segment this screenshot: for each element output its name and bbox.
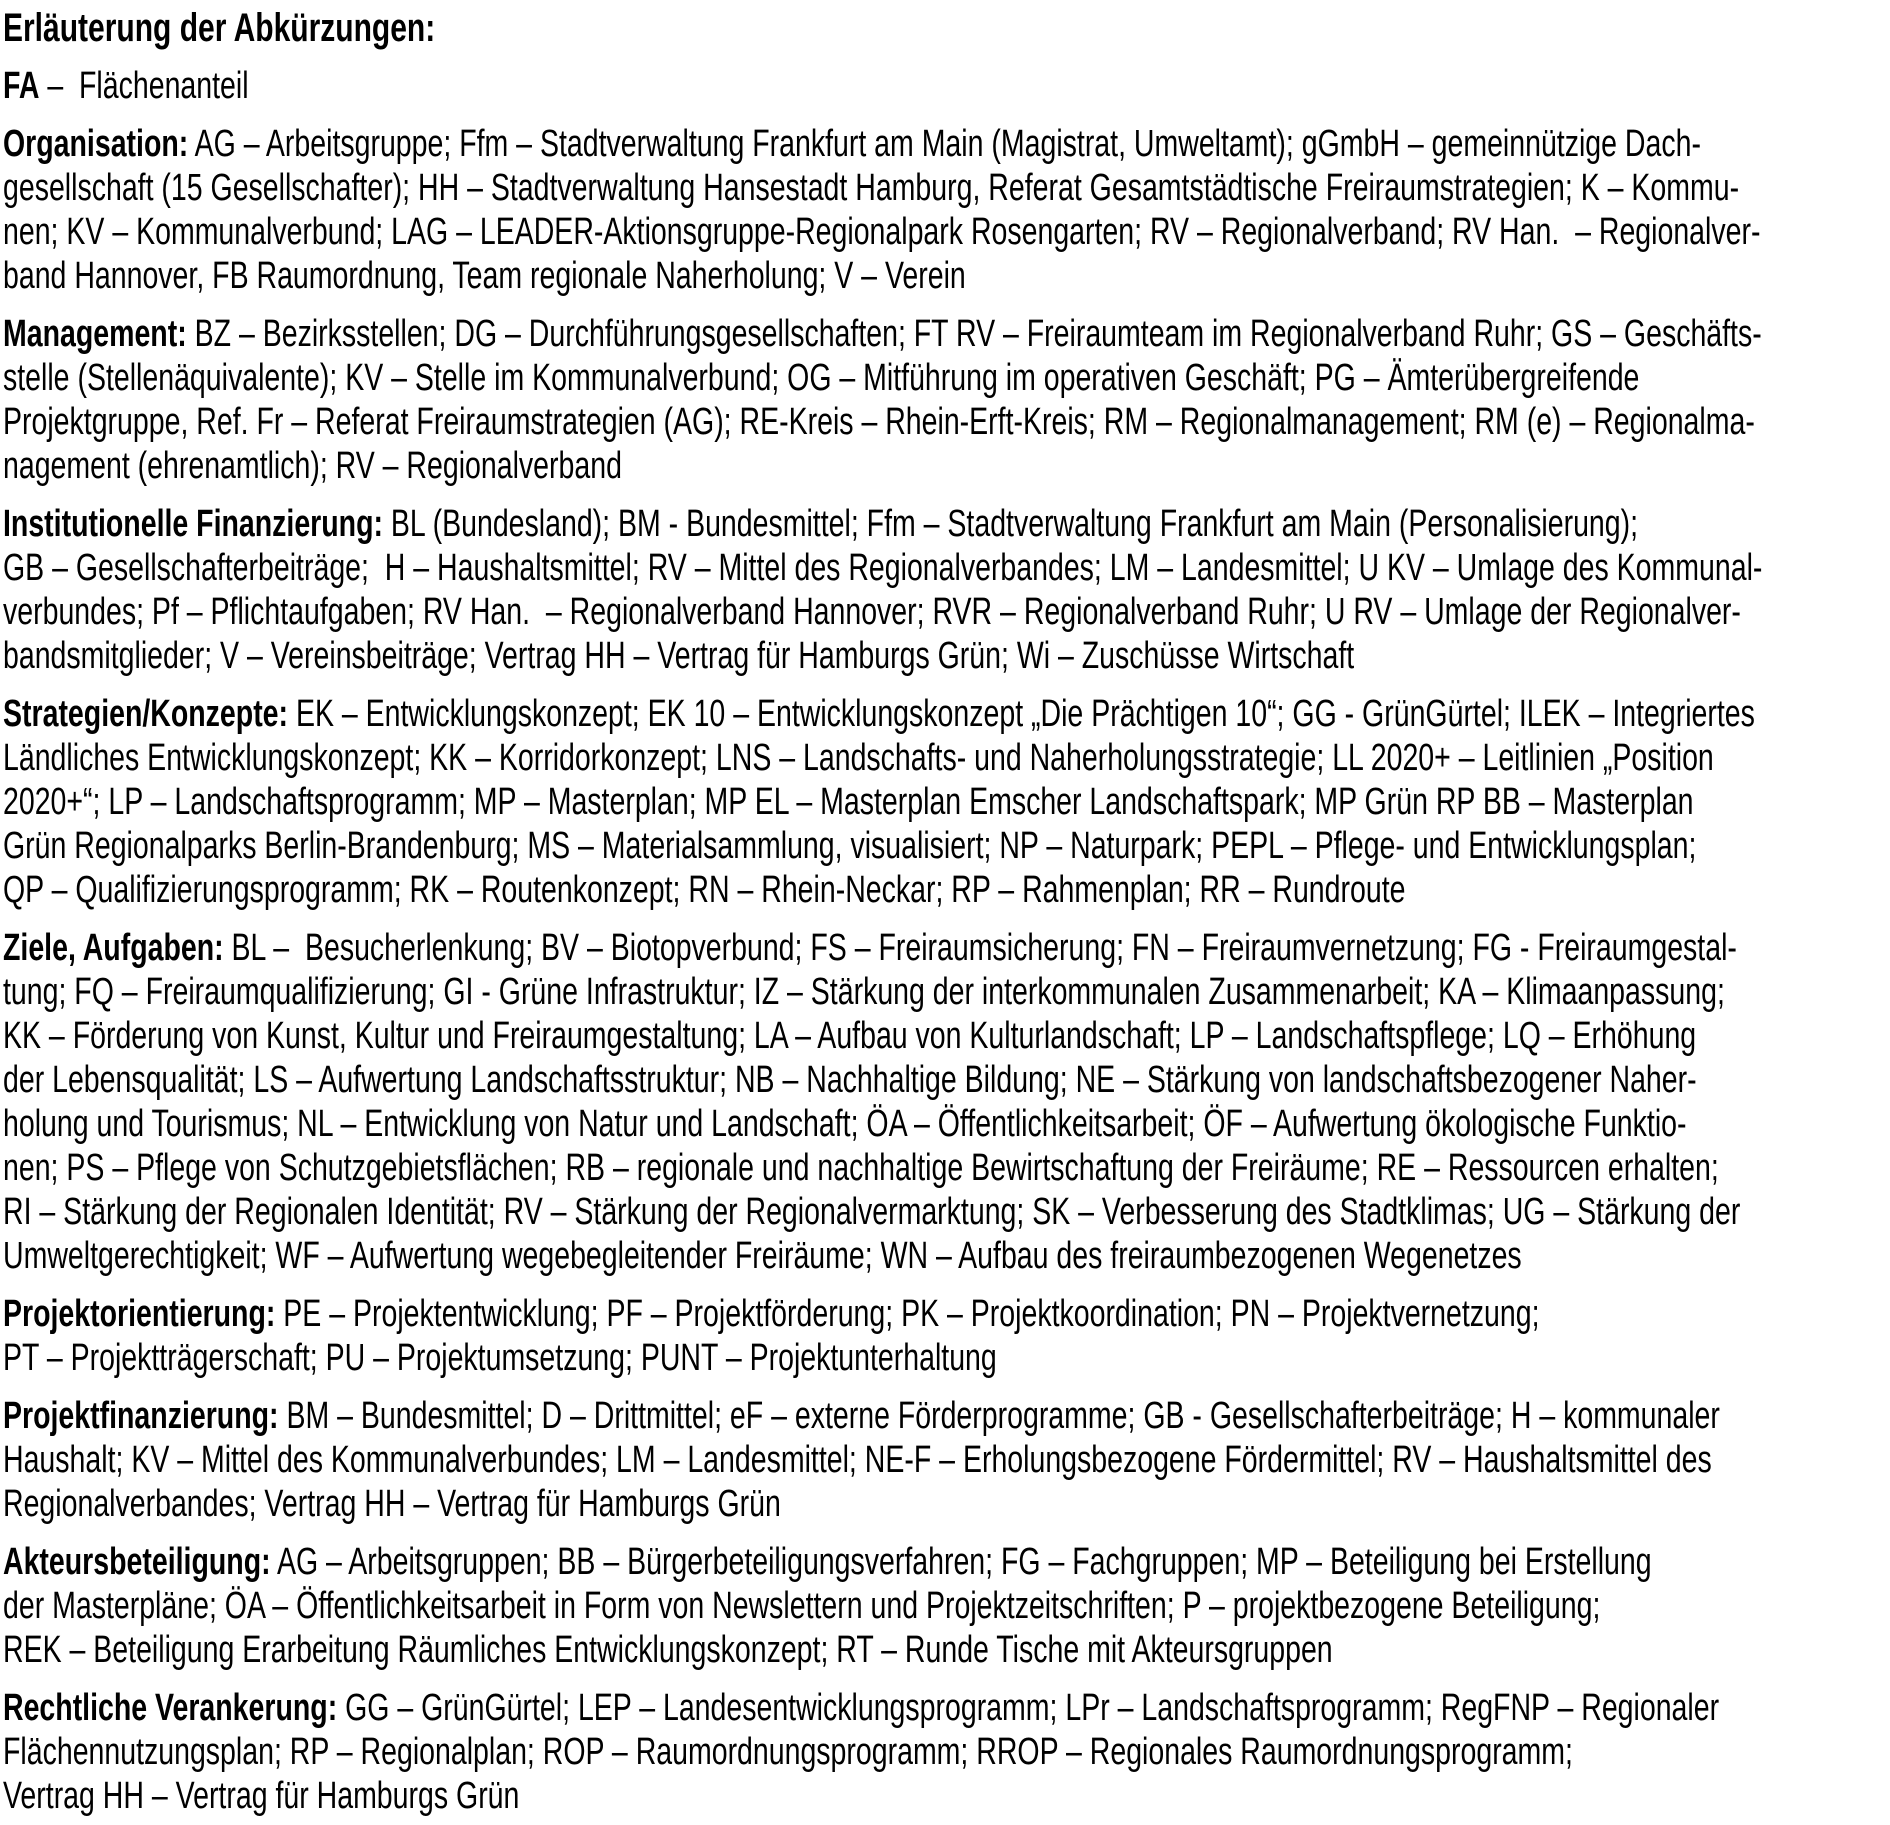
paragraph-label: Strategien/Konzepte: xyxy=(3,693,289,735)
paragraph-line: AG – Arbeitsgruppe; Ffm – Stadtverwaltung Frankfurt am Main (Magistrat, Umweltamt); gGmbH – gemeinnützige Dach- xyxy=(188,123,1701,165)
paragraph-line: der Lebensqualität; LS – Aufwertung Landschaftsstruktur; NB – Nachhaltige Bildung; NE – Stärkung von landschaftsbezogener Naher- xyxy=(3,1059,1697,1101)
abbreviation-paragraph xyxy=(3,122,1890,298)
paragraph-label: FA xyxy=(3,65,40,107)
paragraph-label: Management: xyxy=(3,313,187,355)
abbreviation-paragraph xyxy=(3,1292,1890,1380)
paragraph-line: 2020+“; LP – Landschaftsprogramm; MP – Masterplan; MP EL – Masterplan Emscher Landschaftspark; MP Grün RP BB – Masterplan xyxy=(3,781,1694,823)
paragraph-line: gesellschaft (15 Gesellschafter); HH – Stadtverwaltung Hansestadt Hamburg, Referat Gesamtstädtische Freiraumstrategien; K – Kommu- xyxy=(3,167,1740,209)
paragraph-label: Projektfinanzierung: xyxy=(3,1395,279,1437)
paragraph-line: bandsmitglieder; V – Vereinsbeiträge; Vertrag HH – Vertrag für Hamburgs Grün; Wi – Zuschüsse Wirtschaft xyxy=(3,635,1355,677)
paragraph-line: nen; KV – Kommunalverbund; LAG – LEADER-Aktionsgruppe-Regionalpark Rosengarten; RV – Regionalverband; RV Han. – Regionalver- xyxy=(3,211,1761,253)
paragraph-line: Projektgruppe, Ref. Fr – Referat Freiraumstrategien (AG); RE-Kreis – Rhein-Erft-Kreis; RM – Regionalmanagement; RM (e) – Regionalma- xyxy=(3,401,1755,443)
paragraph-line: Regionalverbandes; Vertrag HH – Vertrag für Hamburgs Grün xyxy=(3,1483,781,1525)
paragraph-line: nen; PS – Pflege von Schutzgebietsflächen; RB – regionale und nachhaltige Bewirtschaftung der Freiräume; RE – Ressourcen erhalten; xyxy=(3,1147,1719,1189)
paragraph-line: REK – Beteiligung Erarbeitung Räumliches Entwicklungskonzept; RT – Runde Tische mit Akteursgruppen xyxy=(3,1629,1333,1671)
paragraph-label: Ziele, Aufgaben: xyxy=(3,927,224,969)
paragraph-line: holung und Tourismus; NL – Entwicklung von Natur und Landschaft; ÖA – Öffentlichkeitsarbeit; ÖF – Aufwertung ökologische Funktio- xyxy=(3,1103,1687,1145)
paragraph-line: nagement (ehrenamtlich); RV – Regionalverband xyxy=(3,445,622,487)
abbreviation-paragraph xyxy=(3,1394,1890,1526)
paragraph-line: – Flächenanteil xyxy=(39,65,249,107)
page-title: Erläuterung der Abkürzungen: xyxy=(3,6,436,50)
paragraph-label: Projektorientierung: xyxy=(3,1293,276,1335)
paragraph-line: PE – Projektentwicklung; PF – Projektförderung; PK – Projektkoordination; PN – Projektvernetzung; xyxy=(275,1293,1540,1335)
paragraph-line: EK – Entwicklungskonzept; EK 10 – Entwicklungskonzept „Die Prächtigen 10“; GG - GrünGürtel; ILEK – Integriertes xyxy=(288,693,1755,735)
abbreviation-paragraph xyxy=(3,1686,1890,1818)
paragraph-line: RI – Stärkung der Regionalen Identität; RV – Stärkung der Regionalvermarktung; SK – Verbesserung des Stadtklimas; UG – Stärkung der xyxy=(3,1191,1741,1233)
paragraph-line: stelle (Stellenäquivalente); KV – Stelle im Kommunalverbund; OG – Mitführung im operativen Geschäft; PG – Ämterübergreifende xyxy=(3,357,1640,399)
paragraph-line: BL – Besucherlenkung; BV – Biotopverbund; FS – Freiraumsicherung; FN – Freiraumvernetzung; FG - Freiraumgestal- xyxy=(223,927,1737,969)
paragraph-line: GG – GrünGürtel; LEP – Landesentwicklungsprogramm; LPr – Landschaftsprogramm; RegFNP – Regionaler xyxy=(337,1687,1720,1729)
paragraph-line: BM – Bundesmittel; D – Drittmittel; eF – externe Förderprogramme; GB - Gesellschafterbeiträge; H – kommunaler xyxy=(278,1395,1720,1437)
abbreviation-paragraph xyxy=(3,926,1890,1278)
paragraph-line: Grün Regionalparks Berlin-Brandenburg; MS – Materialsammlung, visualisiert; NP – Naturpark; PEPL – Pflege- und Entwicklungsplan; xyxy=(3,825,1697,867)
paragraph-line: BL (Bundesland); BM - Bundesmittel; Ffm – Stadtverwaltung Frankfurt am Main (Personalisierung); xyxy=(382,503,1639,545)
paragraph-line: verbundes; Pf – Pflichtaufgaben; RV Han. – Regionalverband Hannover; RVR – Regionalverband Ruhr; U RV – Umlage der Regionalver- xyxy=(3,591,1741,633)
paragraph-label: Rechtliche Verankerung: xyxy=(3,1687,338,1729)
paragraph-line: QP – Qualifizierungsprogramm; RK – Routenkonzept; RN – Rhein-Neckar; RP – Rahmenplan; RR – Rundroute xyxy=(3,869,1406,911)
abbreviation-paragraph xyxy=(3,1540,1890,1672)
paragraph-label: Organisation: xyxy=(3,123,189,165)
paragraph-line: BZ – Bezirksstellen; DG – Durchführungsgesellschaften; FT RV – Freiraumteam im Regionalverband Ruhr; GS – Geschäfts- xyxy=(186,313,1762,355)
paragraph-line: band Hannover, FB Raumordnung, Team regionale Naherholung; V – Verein xyxy=(3,255,966,297)
paragraph-line: Umweltgerechtigkeit; WF – Aufwertung wegebegleitender Freiräume; WN – Aufbau des freiraumbezogenen Wegenetzes xyxy=(3,1235,1522,1277)
paragraph-line: KK – Förderung von Kunst, Kultur und Freiraumgestaltung; LA – Aufbau von Kulturlandschaft; LP – Landschaftspflege; LQ – Erhöhung xyxy=(3,1015,1697,1057)
paragraph-line: Haushalt; KV – Mittel des Kommunalverbundes; LM – Landesmittel; NE-F – Erholungsbezogene Fördermittel; RV – Haushaltsmittel des xyxy=(3,1439,1712,1481)
paragraph-line: Ländliches Entwicklungskonzept; KK – Korridorkonzept; LNS – Landschafts- und Naherholungsstrategie; LL 2020+ – Leitlinien „Position xyxy=(3,737,1714,779)
abbreviation-paragraph xyxy=(3,64,1890,108)
paragraph-line: PT – Projektträgerschaft; PU – Projektumsetzung; PUNT – Projektunterhaltung xyxy=(3,1337,997,1379)
paragraph-line: tung; FQ – Freiraumqualifizierung; GI - Grüne Infrastruktur; IZ – Stärkung der interkommunalen Zusammenarbeit; KA – Klimaanpassung; xyxy=(3,971,1725,1013)
paragraph-line: der Masterpläne; ÖA – Öffentlichkeitsarbeit in Form von Newslettern und Projektzeitschriften; P – projektbezogene Beteiligung; xyxy=(3,1585,1601,1627)
paragraph-line: GB – Gesellschafterbeiträge; H – Haushaltsmittel; RV – Mittel des Regionalverbandes; LM – Landesmittel; U KV – Umlage des Kommunal- xyxy=(3,547,1763,589)
abbreviation-paragraph xyxy=(3,502,1890,678)
paragraph-line: AG – Arbeitsgruppen; BB – Bürgerbeteiligungsverfahren; FG – Fachgruppen; MP – Beteiligung bei Erstellung xyxy=(270,1541,1652,1583)
paragraph-line: Flächennutzungsplan; RP – Regionalplan; ROP – Raumordnungsprogramm; RROP – Regionales Raumordnungsprogramm; xyxy=(3,1731,1573,1773)
paragraph-line: Vertrag HH – Vertrag für Hamburgs Grün xyxy=(3,1775,520,1817)
abbreviation-paragraph xyxy=(3,312,1890,488)
paragraph-label: Institutionelle Finanzierung: xyxy=(3,503,383,545)
abbreviation-paragraph xyxy=(3,692,1890,912)
paragraph-list xyxy=(3,64,1890,1818)
paragraph-label: Akteursbeteiligung: xyxy=(3,1541,271,1583)
